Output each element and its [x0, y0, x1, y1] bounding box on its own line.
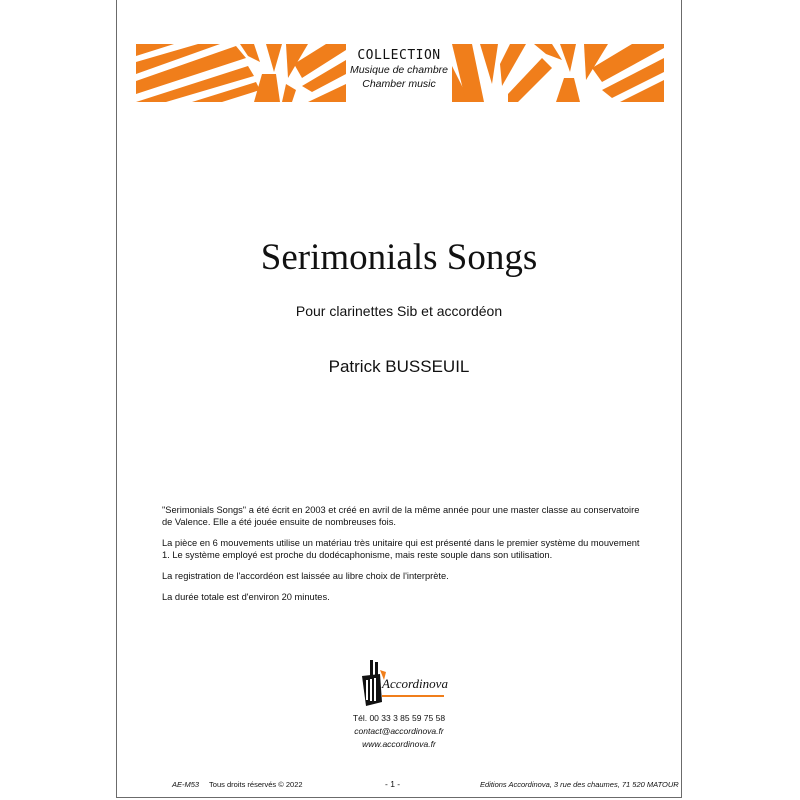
website-link[interactable]: www.accordinova.fr — [362, 739, 436, 749]
composer-name: Patrick BUSSEUIL — [328, 357, 470, 376]
piece-title: Serimonials Songs — [260, 237, 538, 278]
program-notes — [162, 504, 642, 612]
copyright-text: Tous droits réservés © 2022 — [209, 780, 303, 789]
page-number: - 1 - — [385, 779, 401, 789]
publisher-logo-text: Accordinova — [382, 676, 448, 691]
email-address[interactable]: contact@accordinova.fr — [354, 726, 444, 736]
collection-subtitle-en: Chamber music — [362, 78, 436, 90]
phone-number: Tél. 00 33 3 85 59 75 58 — [352, 713, 446, 723]
publisher-address: Editions Accordinova, 3 rue des chaumes, 71 520 MATOUR — [480, 780, 679, 789]
notes-paragraph: La pièce en 6 mouvements utilise un matériau très unitaire qui est présenté dans le premier système du mouvement 1. Le système employé est proche du dodécaphonisme, mais reste souple dans son utilisation. — [162, 538, 640, 560]
catalog-code: AE-M53 — [172, 780, 200, 789]
collection-banner — [136, 44, 664, 102]
collection-subtitle-fr: Musique de chambre — [349, 64, 449, 76]
sunburst-left-icon — [136, 44, 346, 102]
notes-paragraph: La durée totale est d'environ 20 minutes. — [162, 592, 330, 602]
collection-label — [346, 44, 452, 102]
footer-rights — [172, 780, 303, 789]
collection-title: COLLECTION — [357, 48, 441, 63]
contact-block — [116, 712, 682, 751]
notes-paragraph: La registration de l'accordéon est laissée au libre choix de l'interprète. — [162, 571, 449, 581]
notes-paragraph: "Serimonials Songs" a été écrit en 2003 et créé en avril de la même année pour une master classe au conservatoire de Valence. Elle a été jouée ensuite de nombreuses fois. — [162, 505, 640, 527]
sunburst-right-icon — [452, 44, 664, 102]
instrumentation: Pour clarinettes Sib et accordéon — [295, 303, 503, 319]
logo-underline — [382, 695, 444, 697]
publisher-logo — [360, 660, 450, 708]
